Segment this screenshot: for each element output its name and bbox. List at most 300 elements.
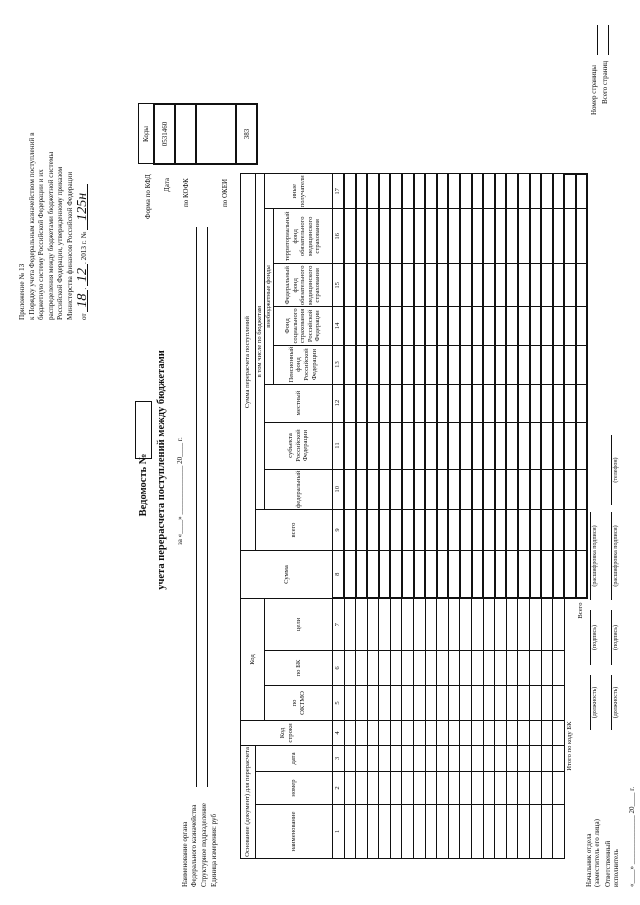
table-cell[interactable] <box>448 746 460 772</box>
table-cell[interactable] <box>379 772 391 805</box>
table-cell[interactable] <box>530 686 542 721</box>
table-cell[interactable] <box>379 721 391 746</box>
table-cell[interactable] <box>414 174 426 209</box>
table-cell[interactable] <box>495 384 507 422</box>
table-cell[interactable] <box>402 805 414 859</box>
table-cell[interactable] <box>414 209 426 264</box>
table-cell[interactable] <box>495 209 507 264</box>
table-cell[interactable] <box>483 345 495 384</box>
total-pages-line[interactable] <box>608 25 609 55</box>
table-cell[interactable] <box>518 721 530 746</box>
table-cell[interactable] <box>483 264 495 307</box>
table-cell[interactable] <box>390 345 402 384</box>
table-cell[interactable] <box>530 264 542 307</box>
code-kofk[interactable] <box>196 104 236 164</box>
table-cell[interactable] <box>530 469 542 509</box>
table-cell[interactable] <box>344 209 356 264</box>
table-cell[interactable] <box>437 174 449 209</box>
table-cell[interactable] <box>437 422 449 469</box>
table-cell[interactable] <box>344 551 356 599</box>
table-cell[interactable] <box>448 345 460 384</box>
table-cell[interactable] <box>495 599 507 651</box>
table-cell[interactable] <box>414 599 426 651</box>
table-cell[interactable] <box>344 422 356 469</box>
table-cell[interactable] <box>472 264 484 307</box>
table-cell[interactable] <box>472 746 484 772</box>
table-cell[interactable] <box>483 686 495 721</box>
table-cell[interactable] <box>495 721 507 746</box>
table-cell[interactable] <box>553 510 565 551</box>
table-cell[interactable] <box>356 384 368 422</box>
table-cell[interactable] <box>379 510 391 551</box>
table-cell[interactable] <box>518 384 530 422</box>
table-cell[interactable] <box>483 746 495 772</box>
table-cell[interactable] <box>425 686 437 721</box>
table-cell[interactable] <box>472 307 484 345</box>
table-cell[interactable] <box>379 384 391 422</box>
table-cell[interactable] <box>541 805 553 859</box>
table-cell[interactable] <box>390 805 402 859</box>
table-cell[interactable] <box>414 307 426 345</box>
table-cell[interactable] <box>506 469 518 509</box>
table-cell[interactable] <box>518 551 530 599</box>
table-cell[interactable] <box>414 772 426 805</box>
table-cell[interactable] <box>541 174 553 209</box>
code-okei[interactable]: 383 <box>236 104 257 164</box>
table-cell[interactable] <box>402 422 414 469</box>
table-cell[interactable] <box>518 746 530 772</box>
table-cell[interactable] <box>553 307 565 345</box>
table-cell[interactable] <box>402 651 414 686</box>
table-cell[interactable] <box>460 721 472 746</box>
table-cell[interactable] <box>402 174 414 209</box>
table-cell[interactable] <box>437 805 449 859</box>
table-cell[interactable] <box>472 772 484 805</box>
table-cell[interactable] <box>483 805 495 859</box>
table-cell[interactable] <box>379 422 391 469</box>
table-cell[interactable] <box>460 209 472 264</box>
table-cell[interactable] <box>344 174 356 209</box>
table-cell[interactable] <box>472 721 484 746</box>
table-cell[interactable] <box>506 510 518 551</box>
table-cell[interactable] <box>518 599 530 651</box>
total-cell[interactable] <box>576 384 587 422</box>
table-cell[interactable] <box>472 686 484 721</box>
table-cell[interactable] <box>553 384 565 422</box>
table-cell[interactable] <box>414 686 426 721</box>
table-cell[interactable] <box>541 345 553 384</box>
table-cell[interactable] <box>495 469 507 509</box>
table-cell[interactable] <box>367 746 379 772</box>
table-cell[interactable] <box>390 686 402 721</box>
table-cell[interactable] <box>367 174 379 209</box>
table-cell[interactable] <box>379 551 391 599</box>
table-cell[interactable] <box>402 209 414 264</box>
table-cell[interactable] <box>414 264 426 307</box>
table-cell[interactable] <box>390 174 402 209</box>
table-cell[interactable] <box>390 469 402 509</box>
table-cell[interactable] <box>367 599 379 651</box>
table-cell[interactable] <box>425 746 437 772</box>
table-cell[interactable] <box>390 307 402 345</box>
table-cell[interactable] <box>344 384 356 422</box>
table-cell[interactable] <box>437 469 449 509</box>
table-cell[interactable] <box>425 469 437 509</box>
exec-decode-line[interactable] <box>611 512 612 600</box>
table-cell[interactable] <box>495 551 507 599</box>
table-cell[interactable] <box>425 651 437 686</box>
table-cell[interactable] <box>344 469 356 509</box>
table-cell[interactable] <box>437 746 449 772</box>
table-cell[interactable] <box>402 384 414 422</box>
table-cell[interactable] <box>425 264 437 307</box>
table-cell[interactable] <box>437 551 449 599</box>
table-cell[interactable] <box>414 721 426 746</box>
table-cell[interactable] <box>483 384 495 422</box>
table-cell[interactable] <box>530 174 542 209</box>
table-cell[interactable] <box>483 599 495 651</box>
head-position-line[interactable] <box>590 675 591 730</box>
table-cell[interactable] <box>367 422 379 469</box>
table-cell[interactable] <box>518 686 530 721</box>
table-cell[interactable] <box>495 174 507 209</box>
table-cell[interactable] <box>379 209 391 264</box>
table-cell[interactable] <box>425 422 437 469</box>
table-cell[interactable] <box>541 551 553 599</box>
table-cell[interactable] <box>553 746 565 772</box>
table-cell[interactable] <box>541 469 553 509</box>
total-cell[interactable] <box>576 307 587 345</box>
table-cell[interactable] <box>495 686 507 721</box>
table-cell[interactable] <box>437 721 449 746</box>
table-cell[interactable] <box>437 209 449 264</box>
table-cell[interactable] <box>448 264 460 307</box>
table-cell[interactable] <box>460 307 472 345</box>
department-line[interactable] <box>207 227 208 787</box>
total-cell[interactable] <box>576 264 587 307</box>
subtotal-cell[interactable] <box>564 422 576 469</box>
subtotal-cell[interactable] <box>564 384 576 422</box>
table-cell[interactable] <box>437 345 449 384</box>
table-cell[interactable] <box>541 264 553 307</box>
table-cell[interactable] <box>344 805 356 859</box>
table-cell[interactable] <box>472 551 484 599</box>
table-cell[interactable] <box>356 551 368 599</box>
table-cell[interactable] <box>495 510 507 551</box>
table-cell[interactable] <box>472 345 484 384</box>
table-cell[interactable] <box>553 651 565 686</box>
table-cell[interactable] <box>379 746 391 772</box>
table-cell[interactable] <box>402 599 414 651</box>
table-cell[interactable] <box>448 551 460 599</box>
table-cell[interactable] <box>344 651 356 686</box>
table-cell[interactable] <box>344 264 356 307</box>
table-cell[interactable] <box>460 599 472 651</box>
table-cell[interactable] <box>553 469 565 509</box>
table-cell[interactable] <box>344 686 356 721</box>
table-cell[interactable] <box>518 469 530 509</box>
table-cell[interactable] <box>530 422 542 469</box>
table-cell[interactable] <box>530 307 542 345</box>
table-cell[interactable] <box>506 551 518 599</box>
table-cell[interactable] <box>448 686 460 721</box>
table-cell[interactable] <box>518 510 530 551</box>
subtotal-cell[interactable] <box>564 345 576 384</box>
table-cell[interactable] <box>425 551 437 599</box>
table-cell[interactable] <box>506 384 518 422</box>
table-cell[interactable] <box>356 307 368 345</box>
table-cell[interactable] <box>390 422 402 469</box>
table-cell[interactable] <box>530 345 542 384</box>
table-cell[interactable] <box>448 510 460 551</box>
table-cell[interactable] <box>506 651 518 686</box>
table-cell[interactable] <box>390 209 402 264</box>
table-cell[interactable] <box>344 721 356 746</box>
table-cell[interactable] <box>356 174 368 209</box>
table-cell[interactable] <box>379 805 391 859</box>
table-cell[interactable] <box>472 510 484 551</box>
total-cell[interactable] <box>576 345 587 384</box>
table-cell[interactable] <box>414 551 426 599</box>
table-cell[interactable] <box>483 721 495 746</box>
table-cell[interactable] <box>553 345 565 384</box>
table-cell[interactable] <box>367 686 379 721</box>
table-cell[interactable] <box>530 721 542 746</box>
table-cell[interactable] <box>460 510 472 551</box>
table-cell[interactable] <box>414 510 426 551</box>
table-cell[interactable] <box>483 174 495 209</box>
table-cell[interactable] <box>367 551 379 599</box>
table-cell[interactable] <box>518 772 530 805</box>
table-cell[interactable] <box>344 746 356 772</box>
table-cell[interactable] <box>344 307 356 345</box>
table-cell[interactable] <box>518 651 530 686</box>
table-cell[interactable] <box>506 264 518 307</box>
table-cell[interactable] <box>448 599 460 651</box>
table-cell[interactable] <box>530 746 542 772</box>
table-cell[interactable] <box>483 551 495 599</box>
table-cell[interactable] <box>541 721 553 746</box>
table-cell[interactable] <box>437 686 449 721</box>
table-cell[interactable] <box>541 209 553 264</box>
table-cell[interactable] <box>356 422 368 469</box>
table-cell[interactable] <box>518 805 530 859</box>
table-cell[interactable] <box>425 805 437 859</box>
exec-position-line[interactable] <box>611 675 612 730</box>
table-cell[interactable] <box>356 805 368 859</box>
table-cell[interactable] <box>367 209 379 264</box>
table-cell[interactable] <box>495 746 507 772</box>
total-cell[interactable] <box>576 469 587 509</box>
table-cell[interactable] <box>506 746 518 772</box>
table-cell[interactable] <box>379 264 391 307</box>
subtotal-cell[interactable] <box>564 307 576 345</box>
table-cell[interactable] <box>379 599 391 651</box>
table-cell[interactable] <box>437 651 449 686</box>
table-cell[interactable] <box>506 307 518 345</box>
table-cell[interactable] <box>541 307 553 345</box>
table-cell[interactable] <box>448 651 460 686</box>
table-cell[interactable] <box>460 174 472 209</box>
subtotal-cell[interactable] <box>564 469 576 509</box>
table-cell[interactable] <box>530 772 542 805</box>
table-cell[interactable] <box>356 510 368 551</box>
head-decode-line[interactable] <box>590 512 591 600</box>
table-cell[interactable] <box>495 307 507 345</box>
table-cell[interactable] <box>460 384 472 422</box>
table-cell[interactable] <box>472 174 484 209</box>
table-cell[interactable] <box>460 264 472 307</box>
table-cell[interactable] <box>448 209 460 264</box>
table-cell[interactable] <box>425 772 437 805</box>
table-cell[interactable] <box>460 686 472 721</box>
table-cell[interactable] <box>506 772 518 805</box>
table-cell[interactable] <box>460 422 472 469</box>
table-cell[interactable] <box>506 174 518 209</box>
table-cell[interactable] <box>414 384 426 422</box>
table-cell[interactable] <box>483 307 495 345</box>
table-cell[interactable] <box>390 599 402 651</box>
table-cell[interactable] <box>367 510 379 551</box>
table-cell[interactable] <box>553 805 565 859</box>
table-cell[interactable] <box>402 772 414 805</box>
table-cell[interactable] <box>553 551 565 599</box>
table-cell[interactable] <box>367 469 379 509</box>
table-cell[interactable] <box>437 384 449 422</box>
subtotal-cell[interactable] <box>564 264 576 307</box>
table-cell[interactable] <box>356 651 368 686</box>
table-cell[interactable] <box>425 599 437 651</box>
table-cell[interactable] <box>495 422 507 469</box>
table-cell[interactable] <box>530 510 542 551</box>
table-cell[interactable] <box>483 651 495 686</box>
table-cell[interactable] <box>379 345 391 384</box>
table-cell[interactable] <box>495 345 507 384</box>
table-cell[interactable] <box>437 510 449 551</box>
table-cell[interactable] <box>390 651 402 686</box>
table-cell[interactable] <box>402 264 414 307</box>
table-cell[interactable] <box>472 651 484 686</box>
table-cell[interactable] <box>553 721 565 746</box>
table-cell[interactable] <box>356 469 368 509</box>
table-cell[interactable] <box>402 551 414 599</box>
total-cell[interactable] <box>576 510 587 551</box>
table-cell[interactable] <box>460 345 472 384</box>
table-cell[interactable] <box>356 209 368 264</box>
subtotal-cell[interactable] <box>564 209 576 264</box>
table-cell[interactable] <box>402 345 414 384</box>
subtotal-cell[interactable] <box>564 599 576 651</box>
table-cell[interactable] <box>483 469 495 509</box>
table-cell[interactable] <box>506 345 518 384</box>
table-cell[interactable] <box>495 264 507 307</box>
table-cell[interactable] <box>356 772 368 805</box>
table-cell[interactable] <box>379 469 391 509</box>
table-cell[interactable] <box>367 345 379 384</box>
table-cell[interactable] <box>530 651 542 686</box>
table-cell[interactable] <box>472 805 484 859</box>
doc-number-box[interactable] <box>135 401 152 459</box>
table-cell[interactable] <box>472 599 484 651</box>
table-cell[interactable] <box>390 721 402 746</box>
table-cell[interactable] <box>495 651 507 686</box>
table-cell[interactable] <box>425 345 437 384</box>
organ-line[interactable] <box>196 227 197 787</box>
table-cell[interactable] <box>483 422 495 469</box>
table-cell[interactable] <box>402 510 414 551</box>
subtotal-cell[interactable] <box>564 651 576 686</box>
code-date[interactable] <box>175 104 196 164</box>
table-cell[interactable] <box>356 721 368 746</box>
table-cell[interactable] <box>367 805 379 859</box>
total-cell[interactable] <box>576 551 587 599</box>
table-cell[interactable] <box>390 746 402 772</box>
total-cell[interactable] <box>576 174 587 209</box>
table-cell[interactable] <box>530 551 542 599</box>
table-cell[interactable] <box>506 721 518 746</box>
table-cell[interactable] <box>495 805 507 859</box>
table-cell[interactable] <box>448 772 460 805</box>
table-cell[interactable] <box>472 469 484 509</box>
table-cell[interactable] <box>472 422 484 469</box>
table-cell[interactable] <box>367 772 379 805</box>
table-cell[interactable] <box>553 209 565 264</box>
table-cell[interactable] <box>541 746 553 772</box>
table-cell[interactable] <box>541 422 553 469</box>
table-cell[interactable] <box>437 599 449 651</box>
table-cell[interactable] <box>344 599 356 651</box>
subtotal-cell[interactable] <box>564 174 576 209</box>
table-cell[interactable] <box>472 384 484 422</box>
table-cell[interactable] <box>541 510 553 551</box>
table-cell[interactable] <box>367 651 379 686</box>
table-cell[interactable] <box>448 307 460 345</box>
table-cell[interactable] <box>541 651 553 686</box>
table-cell[interactable] <box>506 599 518 651</box>
table-cell[interactable] <box>437 307 449 345</box>
table-cell[interactable] <box>518 209 530 264</box>
head-signature-line[interactable] <box>590 610 591 665</box>
table-cell[interactable] <box>506 805 518 859</box>
table-cell[interactable] <box>367 721 379 746</box>
table-cell[interactable] <box>425 721 437 746</box>
table-cell[interactable] <box>414 469 426 509</box>
table-cell[interactable] <box>530 209 542 264</box>
table-cell[interactable] <box>437 264 449 307</box>
table-cell[interactable] <box>425 209 437 264</box>
table-cell[interactable] <box>425 510 437 551</box>
table-cell[interactable] <box>506 209 518 264</box>
table-cell[interactable] <box>437 772 449 805</box>
table-cell[interactable] <box>356 264 368 307</box>
table-cell[interactable] <box>414 422 426 469</box>
table-cell[interactable] <box>460 772 472 805</box>
table-cell[interactable] <box>553 686 565 721</box>
table-cell[interactable] <box>356 345 368 384</box>
table-cell[interactable] <box>553 599 565 651</box>
table-cell[interactable] <box>390 384 402 422</box>
table-cell[interactable] <box>541 599 553 651</box>
table-cell[interactable] <box>414 746 426 772</box>
exec-phone-line[interactable] <box>611 435 612 505</box>
table-cell[interactable] <box>414 651 426 686</box>
table-cell[interactable] <box>344 345 356 384</box>
table-cell[interactable] <box>414 345 426 384</box>
table-cell[interactable] <box>506 422 518 469</box>
table-cell[interactable] <box>530 599 542 651</box>
subtotal-cell[interactable] <box>564 551 576 599</box>
table-cell[interactable] <box>553 264 565 307</box>
